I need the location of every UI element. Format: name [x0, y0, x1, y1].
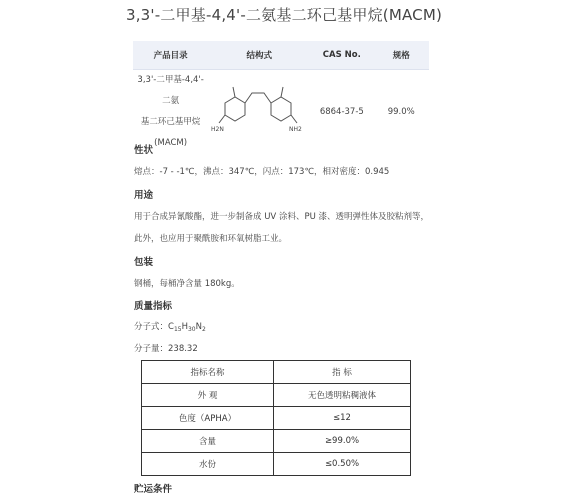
page-title: 3,3'-二甲基-4,4'-二氨基二环己基甲烷(MACM) — [125, 6, 443, 24]
product-table — [133, 41, 429, 154]
cas-number: 6864-37-5 — [319, 107, 364, 117]
usage-line-1: 用于合成异氰酸酯，进一步制备成 UV 涂料、PU 漆、透明弹性体及胶粘剂等， — [134, 212, 429, 222]
product-name: 3,3'-二甲基-4,4'-二氨 基二环己基甲烷 (MACM) — [137, 75, 204, 148]
table-row: 含量 ≥99.0% — [142, 430, 411, 453]
properties-heading: 性状 — [134, 145, 154, 156]
table-row: 色度（APHA） ≤12 — [142, 407, 411, 430]
header-spec: 规格 — [373, 41, 429, 70]
quality-heading: 质量指标 — [134, 301, 173, 312]
structure-formula — [208, 70, 310, 155]
struct-label-left: H2N — [211, 125, 225, 133]
header-cas: CAS No. — [310, 41, 373, 70]
molecular-weight: 分子量：238.32 — [134, 344, 198, 354]
table-row: 水份 ≤0.50% — [142, 453, 411, 476]
storage-heading: 贮运条件 — [134, 484, 173, 495]
product-row — [133, 70, 429, 155]
usage-line-2: 此外，也应用于聚酰胺和环氧树脂工业。 — [134, 234, 288, 244]
quality-table — [141, 360, 411, 476]
structure-diagram — [211, 81, 307, 141]
product-table-header — [133, 41, 429, 70]
quality-header-name: 指标名称 — [142, 361, 274, 384]
molecular-formula: 分子式：$C_{15}H_{30}N_2$ — [134, 322, 206, 333]
table-row: 外 观 无色透明粘稠液体 — [142, 384, 411, 407]
packaging-heading: 包装 — [134, 257, 154, 268]
properties-text: 熔点：-7 - -1℃，沸点：347℃，闪点：173℃，相对密度：0.945 — [134, 167, 390, 177]
quality-header-value: 指 标 — [274, 361, 411, 384]
header-product-list: 产品目录 — [133, 41, 208, 70]
quality-table-header — [142, 361, 411, 384]
struct-label-right: NH2 — [289, 125, 303, 133]
spec-value: 99.0% — [387, 107, 415, 117]
usage-heading: 用途 — [134, 190, 154, 201]
packaging-text: 钢桶，每桶净含量 180kg。 — [134, 279, 240, 289]
header-structure: 结构式 — [208, 41, 310, 70]
